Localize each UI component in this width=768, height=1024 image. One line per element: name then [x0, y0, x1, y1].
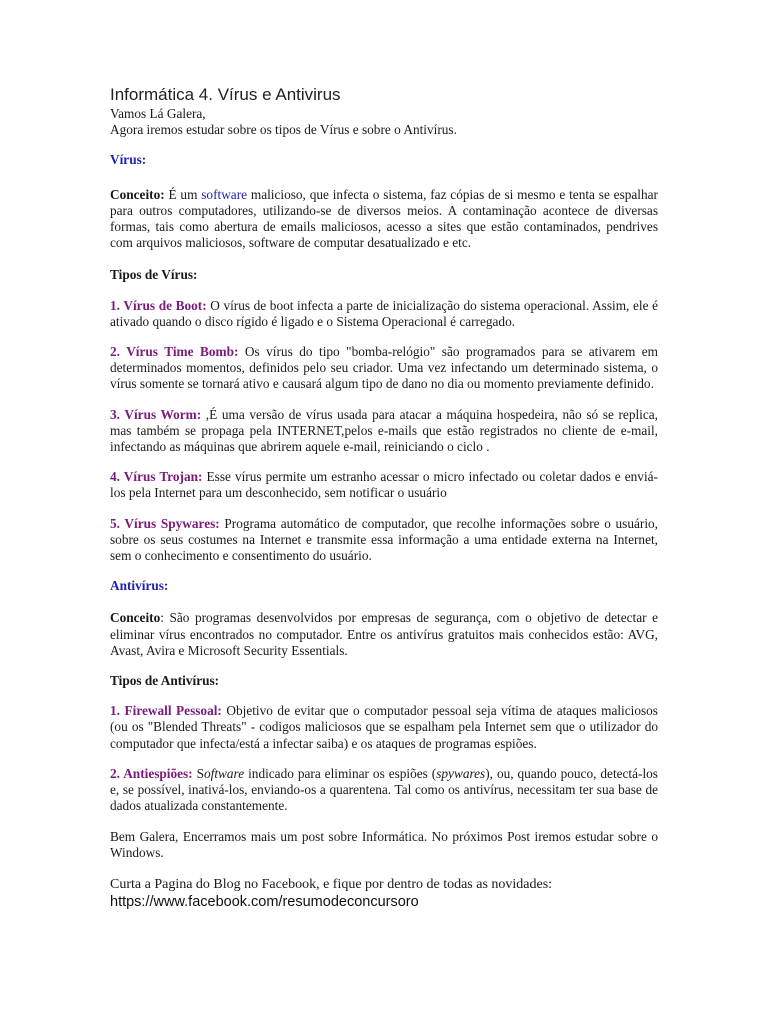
- antivirus-type-text: Objetivo de evitar que o computador pessoal seja vítima de ataques maliciosos (ou os "Blended Threats" - codigos maliciosos que se espalham pela Internet sem que o utilizador do computador que infecta/está a infectar saiba) e os ataques de programas espiões.: [110, 703, 658, 751]
- antivirus-type-label: 1. Firewall Pessoal:: [110, 703, 222, 719]
- greeting: Vamos Lá Galera,: [110, 106, 206, 121]
- closing-paragraph: Bem Galera, Encerramos mais um post sobre Informática. No próximos Post iremos estudar sobre o Windows.: [110, 828, 658, 860]
- antispy-spywares: spywares: [436, 765, 486, 781]
- intro-text: Agora iremos estudar sobre os tipos de Vírus e sobre o Antivírus.: [110, 122, 457, 138]
- antispy-item: [110, 766, 658, 815]
- antivirus-type-item: [110, 703, 658, 752]
- antispy-s: S: [192, 765, 204, 781]
- virus-type-text: Esse vírus permite um estranho acessar o micro infectado ou coletar dados e enviá-los pela Internet para um desconhecido, sem notificar o usuário: [110, 469, 658, 501]
- virus-type-text: Programa automático de computador, que recolhe informações sobre o usuário, sobre os seus costumes na Internet e transmite essa informação a uma entidade externa na Internet, sem o conhecimento e consentimento do usuário.: [110, 515, 658, 564]
- av-concept-label: Conceito: [110, 610, 161, 626]
- av-rest-text: , Avast, Avira e Microsoft Security Essentials.: [110, 626, 658, 658]
- virus-type-item: [110, 344, 658, 393]
- antivirus-concept-paragraph: [110, 610, 658, 659]
- virus-type-label: 1. Vírus de Boot:: [110, 297, 207, 313]
- virus-type-item: [110, 469, 658, 501]
- antispy-label: 2. Antiespiões:: [110, 765, 193, 781]
- virus-type-label: 2. Vírus Time Bomb:: [110, 344, 239, 360]
- virus-type-label: 4. Vírus Trojan:: [110, 469, 203, 485]
- virus-type-text: ,É uma versão de vírus usada para atacar a máquina hospedeira, não só se replica, mas também se propaga pela INTERNET,pelos e-mails que estão registrados no cliente de e-mail, infectando as máquinas que abrirem aquele e-mail, reiniciando o ciclo .: [110, 406, 658, 455]
- antivirus-heading: Antivírus:: [110, 578, 169, 594]
- virus-type-text: O vírus de boot infecta a parte de inicialização do sistema operacional. Assim, ele é ativado quando o disco rígido é ligado e o Sistema Operacional é carregado.: [110, 297, 658, 329]
- virus-type-text: Os vírus do tipo "bomba-relógio" são programados para se ativarem em determinados momentos, definidos pelo seu criador. Uma vez infectando um determinado sistema, o vírus somente se tornará ativo e causará algum tipo de dano no dia ou momento previamente definido.: [110, 344, 659, 392]
- virus-types-heading: Tipos de Vírus:: [110, 267, 198, 283]
- virus-type-label: 3. Vírus Worm:: [110, 406, 202, 422]
- virus-type-item: [110, 516, 658, 565]
- virus-concept-paragraph: [110, 187, 658, 252]
- av-concept-text: : São programas desenvolvidos por empresas de segurança, com o objetivo de detectar e eliminar vírus encontrados no computador. Entre os antivírus gratuitos mais conhecidos estão:: [110, 610, 658, 642]
- software-link[interactable]: software: [201, 186, 248, 202]
- antispy-oftware: oftware: [204, 765, 245, 781]
- page-title: Informática 4. Vírus e Antivirus: [110, 85, 341, 104]
- concept-pre: É um: [164, 186, 202, 202]
- concept-label: Conceito:: [110, 186, 165, 202]
- antivirus-types-heading: Tipos de Antivírus:: [110, 673, 220, 689]
- antispy-end: ), ou, quando pouco, detectá-los e, se possível, inativá-los, enviando-os a quarentena. Tal como os antivírus, necessitam ter sua base de dados atualizada constantemente.: [110, 765, 658, 814]
- virus-type-label: 5. Vírus Spywares:: [110, 515, 220, 531]
- facebook-url[interactable]: https://www.facebook.com/resumodeconcursoro: [110, 894, 419, 911]
- avg-text: AVG: [627, 626, 655, 642]
- virus-type-item: [110, 407, 658, 456]
- virus-heading: Vírus:: [110, 152, 147, 168]
- concept-text: malicioso, que infecta o sistema, faz cópias de si mesmo e tenta se espalhar para outros computadores, utilizando-se de diversos meios. A contaminação acontece de diversas formas, tais como abertura de emails maliciosos, acesso a sites que estão contaminados, pendrives com arquivos maliciosos, software de computar desatualizado e etc.: [110, 186, 658, 251]
- virus-type-item: [110, 298, 658, 330]
- document-page: [110, 84, 658, 911]
- facebook-invite: Curta a Pagina do Blog no Facebook, e fique por dentro de todas as novidades:: [110, 876, 553, 892]
- antispy-mid: indicado para eliminar os espiões (: [244, 765, 437, 781]
